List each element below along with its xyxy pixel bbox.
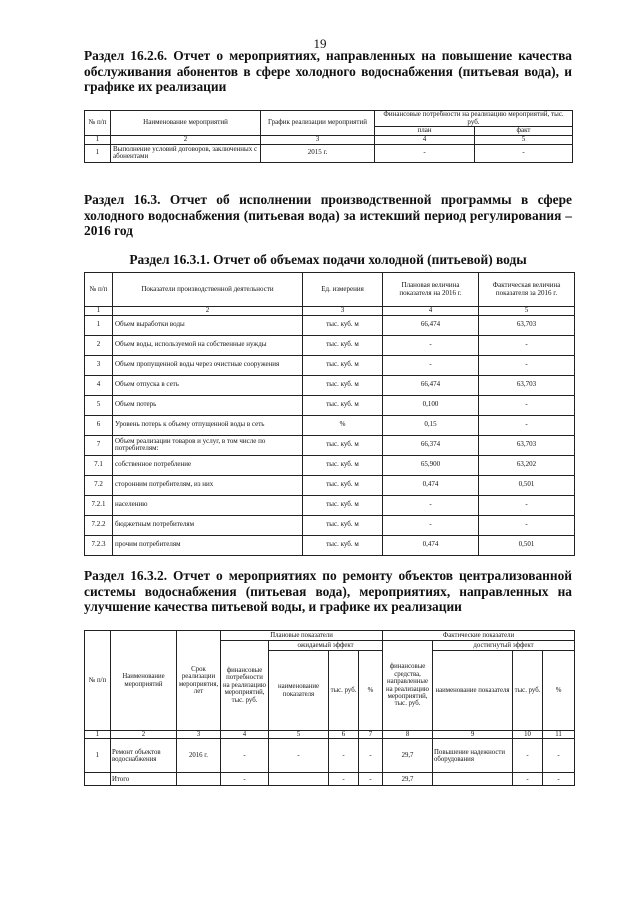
cell-fact: - [479,395,575,415]
table-row [85,335,575,355]
col-header-ind-name: наименование показателя [433,651,513,731]
table-row [85,415,575,435]
table-row [85,375,575,395]
col-header-name: Показатели производственной деятельности [113,273,303,307]
table-row [85,515,575,535]
cell-fact: - [479,335,575,355]
col-header-plan: Плановая величина показателя на 2016 г. [383,273,479,307]
cell-term [177,773,221,786]
cell-name: населению [113,495,303,515]
page-number: 19 [313,36,327,51]
cell-fact: 63,703 [479,315,575,335]
col-header-fact: Фактическая величина показателя за 2016 г. [479,273,575,307]
cell-unit: тыс. куб. м [303,315,383,335]
cell-name: бюджетным потребителям [113,515,303,535]
cell-num: 7.2.3 [85,535,113,555]
cell-num: 7.2 [85,475,113,495]
table-row [85,739,575,773]
cell-num: 7.1 [85,455,113,475]
col-header-actual: Фактические показатели [383,631,575,641]
cell-fact: - [479,495,575,515]
table-row [85,435,575,455]
cell-num: 6 [85,415,113,435]
cell-name: Уровень потерь к объему отпущенной воды в сеть [113,415,303,435]
cell-thous-rub: - [513,773,543,786]
colnum: 5 [475,136,573,145]
col-header-pct: % [359,651,383,731]
heading-16-2-6: Раздел 16.2.6. Отчет о мероприятиях, направленных на повышение качества обслуживания абонентов в сфере холодного водоснабжения (питьевая вода), и графике их реализации [84,48,572,94]
cell-plan: - [375,144,475,162]
colnum: 9 [433,731,513,739]
cell-unit: тыс. куб. м [303,355,383,375]
column-number-row [85,136,573,145]
cell-plan: 0,474 [383,475,479,495]
cell-unit: тыс. куб. м [303,435,383,455]
colnum: 8 [383,731,433,739]
colnum: 1 [85,731,111,739]
cell-num: 3 [85,355,113,375]
cell-plan: - [383,335,479,355]
cell-pct: - [543,739,575,773]
cell-ind-name: - [269,739,329,773]
col-header-thous-rub: тыс. руб. [513,651,543,731]
colnum: 1 [85,136,111,145]
table-row [85,144,573,162]
column-number-row [85,731,575,739]
cell-num: 7.2.1 [85,495,113,515]
cell-fin-fact: 29,7 [383,773,433,786]
cell-num: 2 [85,335,113,355]
cell-num [85,773,111,786]
heading-16-3-1: Раздел 16.3.1. Отчет об объемах подачи холодной (питьевой) воды [129,252,527,267]
cell-name: сторонним потребителям, из них [113,475,303,495]
cell-unit: тыс. куб. м [303,515,383,535]
cell-ind-name [433,773,513,786]
colnum: 4 [221,731,269,739]
cell-fin-fact: 29,7 [383,739,433,773]
cell-plan: 66,474 [383,315,479,335]
table-row [85,495,575,515]
col-header-fin-plan: финансовые потребности на реализацию мероприятий, тыс. руб. [221,641,269,731]
col-header-name: Наименование мероприятий [111,111,261,136]
colnum: 7 [359,731,383,739]
col-header-fin: Финансовые потребности на реализацию мероприятий, тыс. руб. [375,111,573,127]
cell-plan: - [383,355,479,375]
col-header-fact: факт [475,127,573,136]
col-header-thous-rub: тыс. руб. [329,651,359,731]
colnum: 3 [261,136,375,145]
table-16-2-6 [84,110,573,163]
table-row [85,315,575,335]
cell-fact: - [479,355,575,375]
col-header-num: № п/п [85,631,111,731]
column-number-row [85,307,575,316]
cell-name: собственное потребление [113,455,303,475]
cell-pct: - [359,773,383,786]
cell-unit: тыс. куб. м [303,475,383,495]
cell-num: 1 [85,315,113,335]
col-header-unit: Ед. измерения [303,273,383,307]
cell-unit: тыс. куб. м [303,535,383,555]
colnum: 2 [111,136,261,145]
col-header-pct: % [543,651,575,731]
cell-name: Ремонт объектов водоснабжения [111,739,177,773]
cell-plan: 0,474 [383,535,479,555]
colnum: 4 [375,136,475,145]
colnum: 2 [111,731,177,739]
cell-unit: тыс. куб. м [303,395,383,415]
cell-plan: - [383,515,479,535]
cell-pct: - [359,739,383,773]
cell-name: Объем потерь [113,395,303,415]
cell-fin-plan: - [221,739,269,773]
cell-pct: - [543,773,575,786]
cell-num: 7.2.2 [85,515,113,535]
col-header-expected: ожидаемый эффект [269,641,383,651]
heading-16-3-2: Раздел 16.3.2. Отчет о мероприятиях по ремонту объектов централизованной системы водоснабжения (питьевая вода), мероприятиях, направленных на улучшение качества питьевой воды, и графике их реализации [84,568,572,614]
col-header-ind-name: наименование показателя [269,651,329,731]
cell-fact: 0,501 [479,535,575,555]
total-row [85,773,575,786]
cell-unit: % [303,415,383,435]
table-row [85,395,575,415]
col-header-term: Срок реализации мероприятия, лет [177,631,221,731]
table-16-3-1 [84,272,575,556]
col-header-num: № п/п [85,111,111,136]
cell-thous-rub: - [513,739,543,773]
cell-plan: 0,15 [383,415,479,435]
total-label: Итого [111,773,177,786]
cell-num: 4 [85,375,113,395]
cell-ind-name: Повышение надежности оборудования [433,739,513,773]
cell-plan: 0,100 [383,395,479,415]
table-row [85,535,575,555]
cell-name: Выполнение условий договоров, заключенных с абонентами [111,144,261,162]
colnum: 3 [303,307,383,316]
colnum: 6 [329,731,359,739]
cell-schedule: 2015 г. [261,144,375,162]
cell-fin-plan: - [221,773,269,786]
table-row [85,355,575,375]
table-row [85,455,575,475]
cell-fact: 63,202 [479,455,575,475]
table-row [85,475,575,495]
cell-fact: - [475,144,573,162]
cell-num: 5 [85,395,113,415]
colnum: 4 [383,307,479,316]
cell-name: Объем воды, используемой на собственные нужды [113,335,303,355]
cell-fact: 63,703 [479,375,575,395]
cell-fact: - [479,415,575,435]
cell-unit: тыс. куб. м [303,495,383,515]
cell-fact: 63,703 [479,435,575,455]
cell-num: 1 [85,739,111,773]
colnum: 2 [113,307,303,316]
colnum: 5 [269,731,329,739]
cell-plan: - [383,495,479,515]
col-header-achieved: достигнутый эффект [433,641,575,651]
cell-term: 2016 г. [177,739,221,773]
col-header-planned: Плановые показатели [221,631,383,641]
colnum: 11 [543,731,575,739]
cell-name: Объем выработки воды [113,315,303,335]
col-header-schedule: График реализации мероприятий [261,111,375,136]
cell-unit: тыс. куб. м [303,375,383,395]
col-header-fin-fact: финансовые средства, направленные на реализацию мероприятий, тыс. руб. [383,641,433,731]
cell-fact: 0,501 [479,475,575,495]
cell-name: Объем пропущенной воды через очистные сооружения [113,355,303,375]
cell-plan: 65,900 [383,455,479,475]
colnum: 10 [513,731,543,739]
cell-plan: 66,474 [383,375,479,395]
cell-ind-name [269,773,329,786]
cell-num: 7 [85,435,113,455]
cell-name: прочим потребителям [113,535,303,555]
col-header-num: № п/п [85,273,113,307]
colnum: 5 [479,307,575,316]
cell-unit: тыс. куб. м [303,335,383,355]
cell-thous-rub: - [329,739,359,773]
cell-name: Объем реализации товаров и услуг, в том числе по потребителям: [113,435,303,455]
col-header-name: Наименование мероприятий [111,631,177,731]
colnum: 3 [177,731,221,739]
cell-name: Объем отпуска в сеть [113,375,303,395]
cell-fact: - [479,515,575,535]
cell-unit: тыс. куб. м [303,455,383,475]
table-16-3-2 [84,630,575,786]
cell-plan: 66,374 [383,435,479,455]
col-header-plan: план [375,127,475,136]
cell-thous-rub: - [329,773,359,786]
cell-num: 1 [85,144,111,162]
colnum: 1 [85,307,113,316]
heading-16-3: Раздел 16.3. Отчет об исполнении производственной программы в сфере холодного водоснабжения (питьевая вода) за истекший период регулирования – 2016 год [84,192,572,238]
